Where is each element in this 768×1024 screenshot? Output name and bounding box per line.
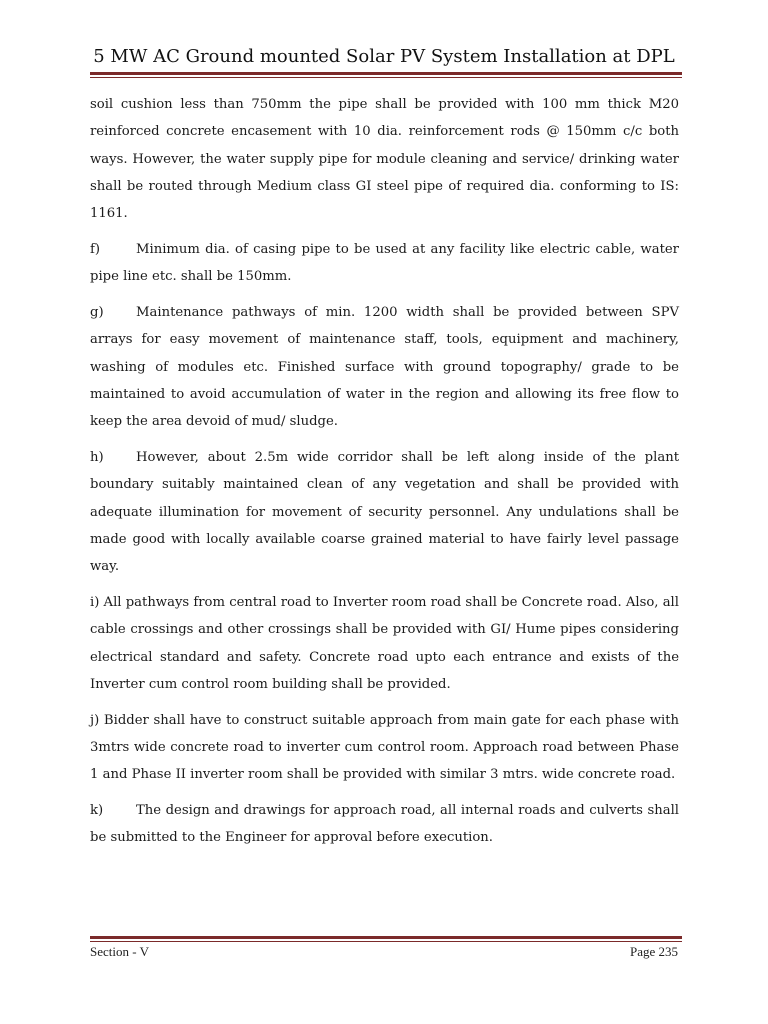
footer-rule-thin xyxy=(90,941,682,942)
paragraph-k xyxy=(90,797,679,852)
document-body xyxy=(90,91,679,860)
item-marker: k) xyxy=(90,803,104,819)
header-rule xyxy=(90,72,682,75)
item-text: The design and drawings for approach road, all internal roads and culverts shall be submitted to the Engineer for approval before execution. xyxy=(90,803,679,846)
footer-page-number: Page 235 xyxy=(629,944,678,959)
page-header-title: 5 MW AC Ground mounted Solar PV System Installation at DPL xyxy=(93,46,675,67)
paragraph-g xyxy=(90,299,679,435)
header-rule-thin xyxy=(90,77,682,78)
paragraph-h xyxy=(90,444,679,580)
paragraph-intro: soil cushion less than 750mm the pipe shall be provided with 100 mm thick M20 reinforced concrete encasement with 10 dia. reinforcement rods @ 150mm c/c both ways. However, the water supply pipe for module cleaning and service/ drinking water shall be routed through Medium class GI steel pipe of required dia. conforming to IS: 1161. xyxy=(90,97,679,222)
paragraph-f xyxy=(90,236,679,291)
paragraph-i: i) All pathways from central road to Inverter room road shall be Concrete road. Also, all cable crossings and other crossings shall be provided with GI/ Hume pipes considering electrical standard and safety. Concrete road upto each entrance and exists of the Inverter cum control room building shall be provided. xyxy=(90,595,679,692)
item-marker: h) xyxy=(90,450,104,466)
paragraph-j: j) Bidder shall have to construct suitable approach from main gate for each phase with 3mtrs wide concrete road to inverter cum control room. Approach road between Phase 1 and Phase II inverter room shall be provided with similar 3 mtrs. wide concrete road. xyxy=(90,712,679,783)
item-text: Maintenance pathways of min. 1200 width shall be provided between SPV arrays for easy movement of maintenance staff, tools, equipment and machinery, washing of modules etc. Finished surface with ground topography/ grade to be maintained to avoid accumulation of water in the region and allowing its free flow to keep the area devoid of mud/ sludge. xyxy=(90,305,679,430)
item-marker: f) xyxy=(90,241,101,257)
footer-rule xyxy=(90,936,682,939)
item-text: However, about 2.5m wide corridor shall be left along inside of the plant boundary suitably maintained clean of any vegetation and shall be provided with adequate illumination for movement of security personnel. Any undulations shall be made good with locally available coarse grained material to have fairly level passage way. xyxy=(90,450,679,575)
footer-section-label: Section - V xyxy=(90,944,149,959)
item-text: Minimum dia. of casing pipe to be used at any facility like electric cable, water pipe line etc. shall be 150mm. xyxy=(90,241,679,285)
item-marker: g) xyxy=(90,305,104,321)
